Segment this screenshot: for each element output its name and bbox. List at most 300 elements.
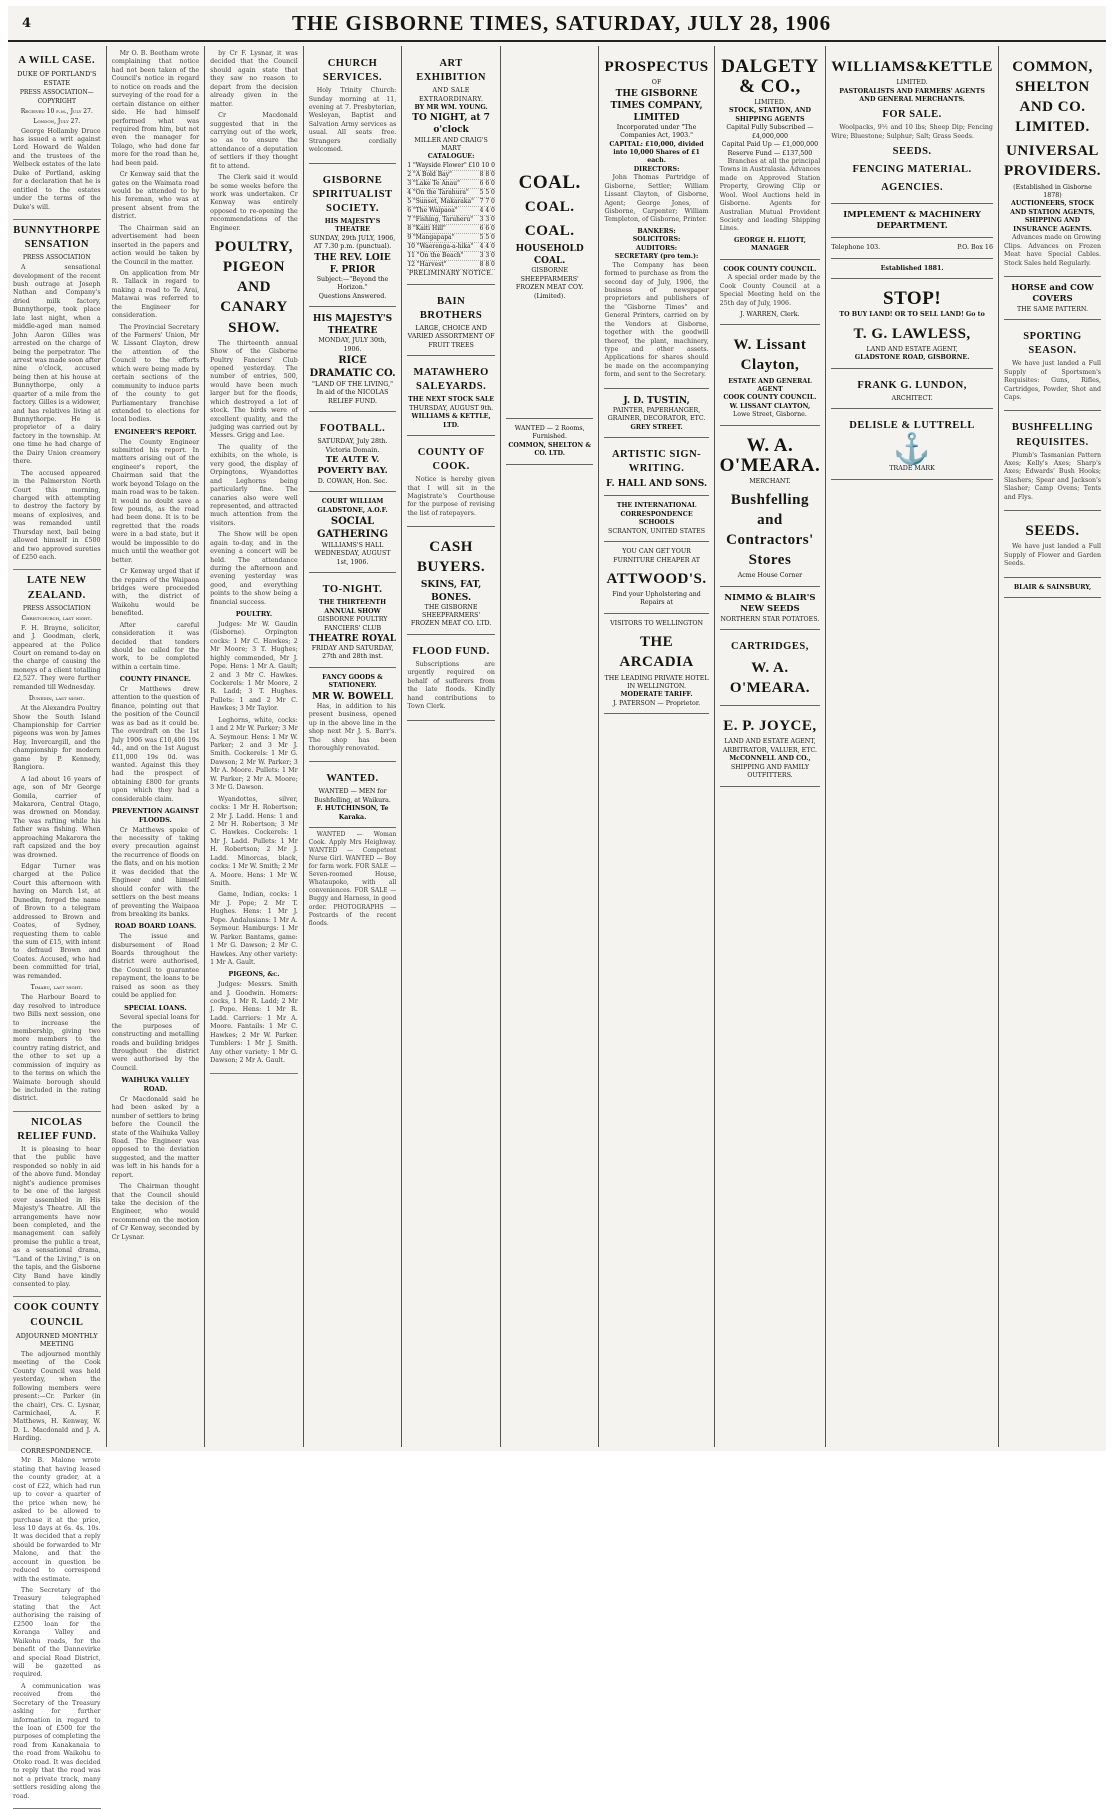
- catalogue-item-price: £10 10 0: [468, 161, 495, 169]
- col2-body-1: Mr O. B. Beetham wrote complaining that notice had not been taken of the Council's notice in regard to notice on roads and the surveying of the road for a certain distance on either side. He had himself performed what was required from him, but not even the manager for Tolago, who had done far more for the road than he, had been paid.: [111, 50, 200, 167]
- cook-council-body-4: A communication was received from the Secretary of the Treasury asking for further information in regard to the loan of £500 for the purposes of completing the road from Kanakanaia to the road from Waikohu to Otoko road. It was decided to reply that the road was not a private track, many settlers residing along the road.: [13, 1682, 101, 1800]
- spiritualist-heading: GISBORNE SPIRITUALIST SOCIETY.: [312, 174, 393, 214]
- cash-heading: CASH BUYERS.: [417, 539, 486, 576]
- lundon-heading: FRANK G. LUNDON,: [857, 379, 967, 391]
- ad-correspondence: [604, 499, 708, 542]
- tonight-date: FRIDAY AND SATURDAY, 27th and 28th inst.: [311, 644, 394, 661]
- tonight-venue: THEATRE ROYAL: [308, 633, 397, 644]
- columns: [8, 46, 1106, 1800]
- art-catalogue: [407, 162, 495, 270]
- clayton-trade: ESTATE AND GENERAL AGENT: [728, 377, 812, 393]
- poultry-body-2: The quality of the exhibits, on the whole, is very good, the display of Orpingtons, Wyandottes and Leghorns being particularly fine. The canaries also were well represented, and attracted much attention from the visitors.: [210, 443, 298, 527]
- joyce-heading: E. P. JOYCE,: [723, 718, 817, 735]
- ad-spiritualist: [309, 167, 397, 307]
- catalogue-item: [407, 225, 495, 234]
- bain-note: LARGE, CHOICE AND VARIED ASSORTMENT OF FRUIT TREES: [407, 324, 495, 349]
- ad-joyce: [720, 709, 821, 786]
- newspaper-page: [8, 6, 1106, 1800]
- bushfelling-body: Plumb's Tasmanian Pattern Axes; Kelly's Axes; Sharp's Axes; Edwards' Bush Hooks; Slashers; Spear and Jackson's Slasher; Camp Ovens; Tents and Flys.: [1003, 451, 1102, 501]
- anchor-icon: ⚓: [893, 432, 931, 468]
- late-nz-body-3: A lad about 16 years of age, son of Mr George Gomila, carrier of Makarora, Central Otago, was drowned on Monday. The was rafting while his father was fishing. When approaching Makarora the raft capsized and the boy was drowned.: [13, 775, 101, 859]
- dalgety-sub: LIMITED.: [754, 98, 786, 106]
- col2-body-4: On application from Mr R. Tallack in regard to making a road to Te Arai, Matawai was referred to the Engineer for consideration.: [111, 269, 200, 320]
- catalogue-item-price: 4 4 0: [479, 207, 495, 214]
- prospectus-of: OF: [651, 79, 662, 87]
- joyce-firm: McCONNELL AND CO.,: [729, 755, 811, 763]
- common-sub: UNIVERSAL PROVIDERS.: [1003, 143, 1102, 180]
- tonight-org: GISBORNE POULTRY FANCIERS' CLUB: [317, 616, 388, 632]
- coal-heading: COAL.: [518, 172, 581, 193]
- matawhero-date: THURSDAY, AUGUST 9th.: [409, 404, 494, 412]
- prospectus-bankers: BANKERS:: [637, 227, 676, 235]
- col2-body-5: The Provincial Secretary of the Farmers' Union, Mr W. Lissant Clayton, drew the attention of the Council to the efforts which were being made by certain sections of the community to induce parts of the county to get Parliamentary franchise extended to elections for local bodies.: [111, 323, 200, 424]
- col2-section-engineer: ENGINEER'S REPORT.: [114, 427, 197, 436]
- ad-sainsbury: [1004, 581, 1101, 598]
- ad-tonight: [309, 576, 397, 668]
- art-by: BY MR WM. YOUNG.: [414, 104, 488, 111]
- article-cook-council: [13, 1301, 101, 1809]
- poultry-results-4: Game, Indian, cocks: 1 Mr J. Pope; 2 Mr T. Hughes. Hens: 1 Mr J. Pope. Andalusians: 1 Mr A. Seymour. Hamburgs: 1 Mr W. Parker. Bantams, game: 1 Mr G. Dawson; 2 Mr C. Hawkes. Any other variety: 1 Mr A. Gault.: [210, 891, 298, 966]
- column-2: [107, 46, 206, 1447]
- dalgety-heading: DALGETY & CO.,: [721, 56, 819, 97]
- column-9: [826, 46, 999, 1447]
- coal-line-1: COAL.: [524, 198, 575, 215]
- ad-coal: [506, 50, 594, 419]
- ad-telephone: [831, 241, 993, 258]
- catalogue-item: [407, 162, 495, 171]
- dalgety-paid: Capital Paid Up — £1,000,000: [721, 141, 819, 149]
- masthead: [8, 6, 1106, 42]
- col2-body-8: After careful consideration it was decided that tenders should be called for the work, to be completed within a certain time.: [111, 621, 200, 671]
- catalogue-item: [407, 207, 495, 216]
- omeara-trade: MERCHANT.: [749, 477, 791, 485]
- wk-sale: FOR SALE.: [882, 109, 942, 121]
- catalogue-item-price: 3 3 0: [479, 252, 495, 260]
- poultry-body-1: The thirteenth annual Show of the Gisborne Poultry Fanciers' Club opened yesterday. The number of entries, 500, would have been much larger but for the floods, which destroyed a lot of stock. The birds were of excellent quality, and the judging was carried out by Messrs. Grigg and Lee.: [210, 339, 298, 440]
- omeara-address: Acme House Corner: [737, 572, 803, 580]
- cook-council-heading: COOK COUNTY COUNCIL: [13, 1302, 100, 1328]
- column-10: [999, 46, 1106, 1447]
- tonight-heading: TO-NIGHT.: [322, 584, 383, 596]
- horse-sub: THE SAME PATTERN.: [1016, 305, 1089, 313]
- newspaper-title: THE GISBORNE TIMES, SATURDAY, JULY 28, 1906: [291, 10, 832, 35]
- col2-body-3: The Chairman said an advertisement had been inserted in the papers and action would be taken by the Council in the matter.: [111, 224, 200, 266]
- clayton-heading: W. Lissant Clayton,: [733, 337, 807, 374]
- will-case-body: George Hollamby Druce has issued a writ against Lord Howard de Walden and the trustees of the Welbeck estates of the late Duke of Portland, asking for a declaration that he is entitled to the estates under the terms of the Duke's will.: [13, 127, 101, 211]
- delisle-trade: TRADE MARK: [889, 465, 935, 473]
- football-match: TE AUTE V. POVERTY BAY.: [317, 454, 388, 477]
- cook-notice-clerk: J. WARREN, Clerk.: [740, 310, 800, 318]
- sporting-body: We have just landed a Full Supply of Sportsmen's Requisites: Guns, Rifles, Cartridges, Powder, Shot and Caps.: [1003, 360, 1102, 401]
- horse-heading: HORSE and COW COVERS: [1011, 282, 1094, 305]
- late-nz-body: F. H. Brayne, solicitor, and J. Goodman, clerk, appeared at the Police Court on remand to-day on the charge of causing the moneys of a client totalling £2,527. They were further remanded till Wednesday.: [13, 624, 101, 691]
- social-heading: COURT WILLIAM GLADSTONE, A.O.F.: [317, 498, 388, 514]
- joyce-trade: LAND AND ESTATE AGENT, ARBITRATOR, VALUER, ETC.: [722, 738, 818, 754]
- catalogue-item-price: 3 3 0: [479, 216, 495, 224]
- telephone-est: Established 1881.: [880, 264, 944, 272]
- wanted-text: WANTED — MEN for Bushfelling, at Waikura.: [314, 788, 391, 804]
- poultry-heading: POULTRY, PIGEON AND CANARY SHOW.: [215, 239, 293, 336]
- col2-body-9: Cr Matthews drew attention to the question of finance, pointing out that the position of the Council was as bad as it could be. The overdraft on the 1st July 1906 was £10,406 19s 4d., and on the 1st August £11,000 19s 0d. was wanted. Against this they had the prospect of obtaining £800 for grants upon which they had a considerable claim.: [111, 686, 200, 803]
- theatre-play: "LAND OF THE LIVING,": [312, 380, 393, 388]
- col3-body-2: Cr Macdonald suggested that in the carrying out of the work, so as to ensure the attendance of a deputation of settlers if they thought fit to attend.: [210, 112, 298, 170]
- tustin-trade: PAINTER, PAPERHANGER, GRAINER, DECORATOR, ETC.: [607, 406, 706, 423]
- telephone-number: Telephone 103.: [831, 244, 881, 252]
- theatre-company: RICE DRAMATIC CO.: [309, 354, 396, 380]
- late-nz-heading: LATE NEW ZEALAND.: [27, 575, 87, 601]
- bushfelling-heading: BUSHFELLING REQUISITES.: [1011, 422, 1094, 448]
- dalgety-capital: Capital Fully Subscribed — £4,000,000: [726, 124, 814, 140]
- poultry-results-5: Judges: Messrs. Smith and J. Goodwin. Homers: cocks, 1 Mr R. Ladd; 2 Mr J. Pope. Hens: 1 Mr R. Ladd. Carriers: 1 Mr A. Moore. Fantails: 1 Mr C. Hawkes; 2 Mr W. Parker. Tumblers: 1 Mr J. Smith. Any other variety: 1 Mr G. Dawson; 2 Mr A. Gault.: [210, 981, 298, 1065]
- coal-line-2: COAL.: [524, 223, 575, 240]
- hall-name: F. HALL AND SONS.: [606, 479, 708, 490]
- stop-heading: STOP!: [883, 288, 942, 310]
- cook-council-body-2: Mr B. Malone wrote stating that having leased the county grader, at a cost of £22, which had run up to cover a quarter of the price when new, he asked to be allowed to purchase it at the price, less 10 days at 6s. 4s. 10s. It was decided that a reply should be forwarded to Mr Malone, and that the account in question be reduced to correspond with the estimate.: [13, 1457, 101, 1583]
- poultry-results-1: Judges: Mr W. Gaudin (Gisborne). Orpington cocks: 1 Mr C. Hawkes; 2 Mr Moore; 3 T. Hughes; highly commended, Mr J. Pope. Hens: 1 Mr A. Gault; 2 and 3 Mr C. Hawkes. Cockerels: 1 Mr Moore, 2 R. Ladd; 3 T. Hughes. Pullets: 1 and 2 Mr C. Hawkes; 3 Mr Taylor.: [210, 620, 298, 713]
- col3-body-3: The Clerk said it would be some weeks before the work was undertaken. Cr Kenway was entirely opposed to re-opening the recommendations of the Engineer.: [210, 174, 298, 232]
- catalogue-item-name: 4 "On the Tarahura": [407, 188, 469, 196]
- common-body: Advances made on Growing Clips. Advances on Frozen Meat have Special Cables. Stock Sales held Regularly.: [1003, 234, 1102, 267]
- article-bunnythorpe: [13, 224, 101, 570]
- column-3: [205, 46, 304, 1447]
- catalogue-item-price: 7 7 0: [479, 197, 495, 205]
- theatre-date: MONDAY, JULY 30th, 1906.: [318, 337, 387, 353]
- ad-tustin: [604, 392, 708, 438]
- catalogue-item-price: 4 4 0: [479, 243, 495, 251]
- ad-fancy-goods: [309, 671, 397, 763]
- late-nz-place-3: Timaru, last night.: [30, 984, 83, 992]
- ad-clayton: [720, 328, 821, 425]
- dalgety-body: Branches at all the principal Towns in Australasia. Advances made on Approved Station Property, Growing Clip or Wool. Wool Auctions held in Gisborne. Agents for Australian Mutual Provident Society and leading Shipping Lines.: [719, 157, 821, 233]
- late-nz-body-5: The Harbour Board to day resolved to introduce two Bills next session, one to increase the membership, giving two more members to the country rating district, and the other to set up a commission of inquiry as to the terms on which the Waimate borough should be included in the rating district.: [13, 994, 101, 1103]
- dalgety-trade: STOCK, STATION, AND SHIPPING AGENTS: [728, 107, 811, 123]
- catalogue-item: [407, 261, 495, 270]
- art-sub: AND SALE EXTRAORDINARY.: [419, 87, 484, 103]
- ad-omeara: [720, 429, 821, 587]
- flood-body: Subscriptions are urgently required on behalf of sufferers from the late floods. Kindly hand contributions to Town Clerk.: [407, 660, 495, 711]
- catalogue-item: [407, 189, 495, 198]
- lawless-address: GLADSTONE ROAD, GISBORNE.: [854, 354, 970, 362]
- ad-williams-kettle: [831, 50, 993, 204]
- catalogue-item: [407, 171, 495, 180]
- art-catalogue-title: CATALOGUE:: [427, 153, 475, 161]
- col2-body-11: The issue and disbursement of Road Boards throughout the district were authorised, the Council to guarantee repayment, the loans to be raised as soon as they could be applied for.: [111, 933, 200, 1000]
- will-case-subheading: DUKE OF PORTLAND'S ESTATE: [17, 70, 97, 87]
- sainsbury-name: BLAIR & SAINSBURY,: [1013, 583, 1092, 591]
- wk-fencing: FENCING MATERIAL.: [852, 164, 972, 176]
- col4-classifieds: WANTED — Woman Cook. Apply Mrs Heighway. WANTED — Competent Nurse Girl. WANTED — Boy for farm work. FOR SALE — Seven-roomed House, Whataupoko, with all conveniences. FOR SALE — Buggy and Harness, in good order. PHOTOGRAPHS — Postcards of the recent floods.: [308, 831, 397, 927]
- column-7: [599, 46, 714, 1447]
- poultry-body-3: The Show will be open again to-day, and in the evening a concert will be held. The attendance during the afternoon and evening yesterday was good, and everything points to the show being a financial success.: [210, 531, 298, 606]
- arcadia-rate: MODERATE TARIFF.: [620, 691, 693, 699]
- prospectus-body: The Company has been formed to purchase as from the second day of July, 1906, the business of newspaper proprietors and publishers of the "Gisborne Times" and General Printers, carried on by the Vendors at Gisborne, together with the goodwill thereof, the plant, machinery, type and other assets. Applications for shares should be made on the accompanying form, and sent to the Secretary.: [604, 261, 709, 379]
- cook-notice-body: A special order made by the Cook County Council at a Special Meeting held on the 25th day of July, 1906.: [719, 274, 821, 307]
- county-body: Notice is hereby given that I will sit in the Magistrate's Courthouse for the purpose of revising the list of ratepayers.: [407, 476, 495, 517]
- common-trade: AUCTIONEERS, STOCK AND STATION AGENTS, SHIPPING AND INSURANCE AGENTS.: [1010, 200, 1095, 233]
- correspondence-heading: THE INTERNATIONAL CORRESPONDENCE SCHOOLS: [616, 502, 697, 527]
- spiritualist-speaker: THE REV. LOIE F. PRIOR: [314, 252, 391, 275]
- art-prelim: PRELIMINARY NOTICE.: [408, 270, 494, 278]
- bunnythorpe-body-2: The accused appeared in the Palmerston North Court this morning, charged with attempting to destroy the factory by means of explosives, and was remanded until Thursday next, bail being allowed himself in £500 and two approved sureties of £250 each.: [13, 469, 101, 561]
- arcadia-sub: THE LEADING PRIVATE HOTEL IN WELLINGTON.: [604, 674, 709, 690]
- ad-cook-notice: [720, 263, 821, 326]
- ad-arcadia: [604, 617, 708, 714]
- catalogue-item-price: 6 6 0: [479, 179, 495, 187]
- clayton-address: Lowe Street, Gisborne.: [733, 411, 807, 419]
- col2-body-10: Cr Matthews spoke of the necessity of taking every precaution against the recurrence of floods on the flats, and on his motion it was decided that the Engineer and himself should confer with the settlers on the best means of preventing the Waipaoa from breaking its banks.: [111, 826, 200, 918]
- attwoods-sub: Find your Upholstering and Repairs at: [612, 591, 701, 607]
- catalogue-item-name: 12 "Harvest": [407, 261, 447, 269]
- col2-body-2: Cr Kenway said that the gates on the Waimata road would be attended to by his foreman, who was at present absent from the district.: [111, 171, 200, 221]
- column-5: [402, 46, 501, 1447]
- ad-sign-writing: [604, 441, 708, 496]
- delisle-heading: DELISLE & LUTTRELL: [849, 420, 975, 431]
- ad-wanted: [309, 765, 397, 828]
- wk-sub: LIMITED.: [896, 79, 928, 87]
- cash-items: SKINS, FAT, BONES.: [420, 580, 482, 603]
- will-case-dateline: Received 10 p.m., July 27.: [20, 107, 93, 115]
- spiritualist-venue: HIS MAJESTY'S THEATRE: [324, 217, 381, 234]
- cook-notice-heading: COOK COUNTY COUNCIL.: [723, 265, 817, 273]
- football-heading: FOOTBALL.: [319, 423, 386, 435]
- prospectus-secretary: SECRETARY (pro tem.):: [614, 253, 699, 261]
- will-case-heading: A WILL CASE.: [18, 55, 96, 66]
- cook-council-section: CORRESPONDENCE.: [20, 1446, 93, 1455]
- wk-sale-body: Woolpacks, 9½ and 10 lbs; Sheep Dip; Fencing Wire; Bluestone; Sulphur; Salt; Grass Seeds.: [831, 124, 993, 140]
- catalogue-item-price: 8 8 0: [479, 170, 495, 178]
- arcadia-heading: THE ARCADIA: [619, 634, 694, 671]
- catalogue-item: [407, 180, 495, 189]
- column-4: [304, 46, 403, 1447]
- late-nz-place-2: Dunedin, last night.: [28, 695, 85, 703]
- col2-section-floods: PREVENTION AGAINST FLOODS.: [111, 807, 199, 824]
- cash-firm: THE GISBORNE SHEEPFARMERS' FROZEN MEAT CO. LTD.: [410, 603, 492, 628]
- implement-heading: IMPLEMENT & MACHINERY DEPARTMENT.: [843, 209, 981, 231]
- col2-section-waihuka: WAIHUKA VALLEY ROAD.: [121, 1076, 190, 1094]
- wk-trade: PASTORALISTS AND FARMERS' AGENTS AND GENERAL MERCHANTS.: [839, 87, 985, 103]
- ad-church-services: [309, 50, 397, 164]
- bunnythorpe-body: A sensational development of the recent bush outrage at Joseph Nathan and Company's dried milk factory, Bunnythorpe, took place late last night, when a middle-aged man named John Aaron Gilles was arrested on the charge of being the perpetrator. The arrest was made soon after nine o'clock, accused being then at his house at Bunnythorpe, only a quarter of a mile from the factory. Gilles is a widower, and has relatives living at Bunnythorpe. He is proprietor of a dairy factory in the township. At one time he had charge of the Dairy Union creamery there.: [13, 264, 101, 466]
- ad-common-shelton: [1004, 50, 1101, 277]
- clayton-sub: COOK COUNTY COUNCIL.: [723, 394, 817, 402]
- coal-note: HOUSEHOLD COAL.: [515, 244, 584, 267]
- article-poultry: [210, 237, 298, 1073]
- cartridges-heading: CARTRIDGES,: [731, 641, 809, 653]
- ad-established: [831, 262, 993, 279]
- flood-heading: FLOOD FUND.: [412, 645, 490, 657]
- joyce-firm-sub: SHIPPING AND FAMILY OUTFITTERS.: [730, 763, 810, 780]
- poultry-results-3: Wyandottes, silver, cocks: 1 Mr H. Robertson; 2 Mr J. Ladd. Hens: 1 and 2 Mr H. Robertson; 3 Mr C. Hawkes. Cockerels: 1 Mr J. Ladd. Pullets: 1 Mr H. Robertson; 2 Mr J. Ladd. Minorcas, black, cocks: 1 Mr W. Smith; 2 Mr A. Moore. Hens: 1 Mr W. Smith.: [210, 795, 298, 888]
- ad-football: [309, 415, 397, 492]
- prospectus-capital: CAPITAL: £10,000, divided into 10,000 Shares of £1 each.: [609, 140, 704, 165]
- wanted-heading: WANTED.: [326, 773, 379, 785]
- wk-heading: WILLIAMS&KETTLE: [831, 59, 993, 75]
- catalogue-item-price: 5 5 0: [479, 188, 495, 196]
- nicolas-body: It is pleasing to hear that the public have responded so nobly in aid of the above fund. Monday night's audience promises to be one of the largest ever assembled in His Majesty's Theatre. All the arrangements have now been completed, and the management can safely promise the public a treat, as a sensational drama, "Land of the Living," is on the tapis, and the Gisborne City Band have kindly consented to play.: [13, 1146, 101, 1288]
- fancy-heading: FANCY GOODS & STATIONERY.: [322, 673, 383, 690]
- ad-delisle: [831, 412, 993, 480]
- ad-seeds: [1004, 514, 1101, 577]
- football-secretary: D. COWAN, Hon. Sec.: [317, 477, 388, 485]
- nicolas-heading: NICOLAS RELIEF FUND.: [17, 1116, 97, 1142]
- column-8: [715, 46, 827, 1447]
- tustin-address: GREY STREET.: [630, 423, 683, 431]
- ad-social: [309, 495, 397, 573]
- dalgety-manager: GEORGE H. ELIOTT, MANAGER: [733, 236, 806, 253]
- catalogue-item-name: 11 "On the Beach": [407, 252, 464, 260]
- cook-council-body-3: The Secretary of the Treasury telegraphed stating that the Act authorising the raising of £2500 loan for the Koranga Valley and Waikohu roads, for the benefit of the Dannevirke and special Road District, will be gazetted as required.: [13, 1587, 101, 1679]
- common-wanted-firm: COMMON, SHELTON & CO. LTD.: [508, 441, 592, 458]
- prospectus-reg: Incorporated under "The Companies Act, 1903.": [616, 123, 697, 140]
- prospectus-solicitors: SOLICITORS:: [632, 236, 681, 244]
- poultry-section-poultry: POULTRY.: [235, 610, 273, 619]
- ad-implement: [831, 207, 993, 239]
- county-heading: COUNTY OF COOK.: [417, 446, 485, 473]
- seeds-heading: SEEDS.: [1025, 523, 1080, 540]
- column-6: [501, 46, 600, 1447]
- catalogue-item-price: 5 5 0: [479, 234, 495, 242]
- ad-attwoods: [604, 545, 708, 614]
- catalogue-item-name: 9 "Mangapapa": [407, 234, 455, 242]
- arcadia-note: VISITORS TO WELLINGTON: [610, 619, 704, 627]
- col2-section-finance: COUNTY FINANCE.: [119, 675, 191, 684]
- theatre-venue: HIS MAJESTY'S THEATRE: [312, 313, 393, 337]
- ad-common-wanted: [506, 422, 594, 465]
- football-ground: Victoria Domain.: [325, 446, 380, 454]
- catalogue-item-name: 6 "The Waipaoa": [407, 207, 458, 214]
- wanted-contact: F. HUTCHINSON, Te Karaka.: [316, 805, 389, 821]
- wk-agencies: AGENCIES.: [881, 182, 944, 194]
- telephone-box: P.O. Box 16: [957, 244, 993, 252]
- catalogue-item-name: 5 "Sunset, Makaraka": [407, 197, 474, 205]
- correspondence-address: SCRANTON, UNITED STATES: [608, 527, 706, 535]
- nimmo-sub: NORTHERN STAR POTATOES.: [720, 615, 820, 623]
- catalogue-item-name: 10 "Waerenga-a-hika": [407, 243, 474, 251]
- late-nz-body-2: At the Alexandra Poultry Show the South Island Championship for Carrier pigeons was won by James Hay, Invercargill, and the championship for modern game by P. Kennedy, Rangiora.: [13, 705, 101, 772]
- matawhero-heading: MATAWHERO SALEYARDS.: [413, 367, 489, 393]
- col3-body-1: by Cr F. Lysnar, it was decided that the Council should again state that they saw no reason to depart from the decision already given in the matter.: [210, 50, 298, 108]
- ad-lundon: [831, 372, 993, 410]
- poultry-results-2: Leghorns, white, cocks: 1 and 2 Mr W. Parker; 3 Mr A. Seymour. Hens: 1 Mr W. Parker; 2 and 3 Mr J. Smith. Cockerels: 1 Mr G. Dawson; 2 Mr W. Parker; 3 Mr A. Moore. Pullets: 1 Mr W. Parker; 2 Mr A. Moore; 3 Mr G. Dawson.: [210, 716, 298, 792]
- bunnythorpe-heading: BUNNYTHORPE SENSATION: [13, 224, 101, 251]
- late-nz-byline: PRESS ASSOCIATION: [22, 604, 91, 612]
- catalogue-item: [407, 198, 495, 207]
- tustin-name: J. D. TUSTIN,: [623, 395, 690, 406]
- art-heading: ART EXHIBITION: [416, 58, 486, 84]
- ad-prospectus: [604, 50, 708, 389]
- spiritualist-time: AT 7.30 p.m. (punctual).: [313, 243, 392, 251]
- column-1: [8, 46, 107, 1800]
- nimmo-heading: NIMMO & BLAIR'S NEW SEEDS: [724, 592, 816, 615]
- tonight-event: THE THIRTEENTH ANNUAL SHOW: [319, 599, 387, 615]
- article-late-nz: [13, 574, 101, 1111]
- ad-flood: [407, 638, 495, 721]
- catalogue-item: [407, 216, 495, 225]
- col2-body-7: Cr Kenway urged that if the repairs of the Waipaoa bridges were proceeded with, the district of Waikohu would be benefited.: [111, 568, 200, 618]
- col2-section-road-board: ROAD BOARD LOANS.: [114, 922, 197, 931]
- dalgety-reserve: Reserve Fund — £137,500: [727, 149, 813, 157]
- social-event: SOCIAL GATHERING: [317, 516, 388, 541]
- col2-body-6: The County Engineer submitted his report. In matters arising out of the engineer's report, the Chairman said that the work beyond Tolago on the main road was to be taken. It would no doubt save a few pounds, as the road had been done. It is to be regretted that the roads were in a bad state, but it would be impossible to do much until the weather got better.: [111, 438, 200, 564]
- ad-bushfelling: [1004, 414, 1101, 511]
- attwoods-note: YOU CAN GET YOUR FURNITURE CHEAPER AT: [613, 548, 700, 564]
- ad-cartridges: [720, 633, 821, 706]
- art-venue: MILLER AND CRAIG'S MART: [414, 136, 488, 152]
- sporting-heading: SPORTING SEASON.: [1023, 331, 1082, 357]
- will-case-byline: PRESS ASSOCIATION—COPYRIGHT: [19, 89, 94, 105]
- article-nicolas: [13, 1116, 101, 1298]
- ad-theatre: [309, 310, 397, 412]
- prospectus-directors-body: John Thomas Partridge of Gisborne, Settler; William Lissant Clayton, of Gisborne, Agent; George Jones, of Gisborne, Carpenter; William Templeton, of Gisborne, Printer.: [604, 174, 709, 224]
- article-will-case: [13, 54, 101, 220]
- cook-council-body: The adjourned monthly meeting of the Cook County Council was held yesterday, when the following members were present:—Cr. Parker (in the chair), Crs. C. Lysnar, Carmichael, A. F. Matthews, H. Kenway, W. D. L. Macdonald and J. A. Harding.: [13, 1350, 101, 1443]
- catalogue-item-name: 2 "A Bold Bay": [407, 170, 452, 178]
- ad-horse-covers: [1004, 280, 1101, 320]
- poultry-section-pigeons: PIGEONS, &c.: [228, 970, 280, 979]
- will-case-place: London, July 27.: [33, 117, 81, 125]
- omeara-sub: Bushfelling and Contractors' Stores: [726, 492, 814, 569]
- spiritualist-note: Questions Answered.: [318, 292, 387, 300]
- col2-body-12: Several special loans for the purposes of constructing and metalling roads and building bridges throughout the district were authorised by the Council.: [111, 1014, 200, 1072]
- ad-matawhero: [407, 359, 495, 436]
- catalogue-item-name: 8 "Kaiti Hill": [407, 225, 446, 233]
- ad-bain: [407, 288, 495, 356]
- bunnythorpe-byline: PRESS ASSOCIATION: [22, 254, 91, 262]
- matawhero-note: THE NEXT STOCK SALE: [408, 396, 495, 404]
- spiritualist-subject: Subject:—"Beyond the Horizon.": [316, 275, 389, 292]
- prospectus-auditors: AUDITORS:: [636, 244, 678, 252]
- catalogue-item: [407, 252, 495, 261]
- page-number: 4: [22, 15, 32, 31]
- lawless-heading: T. G. LAWLESS,: [853, 325, 971, 342]
- arcadia-proprietor: J. PATERSON — Proprietor.: [612, 699, 701, 707]
- ad-art-exhibition: [407, 50, 495, 285]
- church-heading: CHURCH SERVICES.: [322, 58, 383, 84]
- catalogue-item-name: 3 "Lake Te Anau": [407, 179, 460, 187]
- fancy-body: Has, in addition to his present business, opened up in the above line in the shop next Mr J. S. Barr's. The shop has been thoroughly renovated.: [308, 702, 397, 752]
- late-nz-body-4: Edgar Turner was charged at the Police Court this afternoon with having on March 1st, at Dunedin, forged the name of Brown to a telegram addressed to Brown and Coates, of Sydney, requesting them to cable the sum of £15, with intent to defraud Brown and Coates. Accused, who had been committed for trial, was remanded.: [13, 863, 101, 980]
- fancy-name: MR W. BOWELL: [312, 691, 393, 702]
- lundon-trade: ARCHITECT.: [891, 394, 933, 402]
- seeds-body: We have just landed a Full Supply of Flower and Garden Seeds.: [1003, 543, 1102, 568]
- catalogue-item: [407, 243, 495, 252]
- omeara-heading: W. A. O'MEARA.: [719, 434, 821, 476]
- common-est: (Established in Gisborne 1878): [1013, 183, 1092, 199]
- prospectus-heading: PROSPECTUS: [604, 59, 709, 75]
- church-body: Holy Trinity Church: Sunday morning at 11, evening at 7. Presbyterian, Wesleyan, Baptist and Salvation Army services as usual. All seats free. Strangers cordially welcomed.: [308, 87, 397, 154]
- social-venue: WILLIAMS'S HALL: [321, 541, 384, 549]
- attwoods-heading: ATTWOOD'S.: [606, 570, 707, 587]
- ad-sporting: [1004, 323, 1101, 411]
- catalogue-item: [407, 234, 495, 243]
- common-wanted-note: WANTED — 2 Rooms, Furnished.: [514, 425, 585, 441]
- ad-nimmo: [720, 590, 821, 630]
- stop-sub: TO BUY LAND! OR TO SELL LAND! Go to: [839, 311, 985, 319]
- omeara2-heading: W. A. O'MEARA.: [729, 660, 811, 697]
- catalogue-item-name: 7 "Fishing, Taruheru": [407, 216, 474, 224]
- catalogue-item-price: 6 6 0: [479, 225, 495, 233]
- matawhero-firm: WILLIAMS & KETTLE, LTD.: [411, 413, 491, 429]
- art-tonight: TO NIGHT, at 7 o'clock: [412, 113, 490, 136]
- catalogue-item-price: 8 8 0: [479, 261, 495, 269]
- clayton-name: W. LISSANT CLAYTON,: [729, 402, 811, 410]
- ad-stop: [831, 282, 993, 368]
- col2-section-special: SPECIAL LOANS.: [124, 1003, 187, 1012]
- col2-body-14: The Chairman thought that the Council should take the decision of the Engineer, who would recommend on the motion of Cr Kenway, seconded by Cr Lysnar.: [111, 1183, 200, 1241]
- common-heading: COMMON, SHELTON AND CO. LIMITED.: [1012, 59, 1093, 136]
- cook-council-subheading: ADJOURNED MONTHLY MEETING: [15, 1331, 98, 1349]
- lawless-trade: LAND AND ESTATE AGENT,: [866, 345, 958, 353]
